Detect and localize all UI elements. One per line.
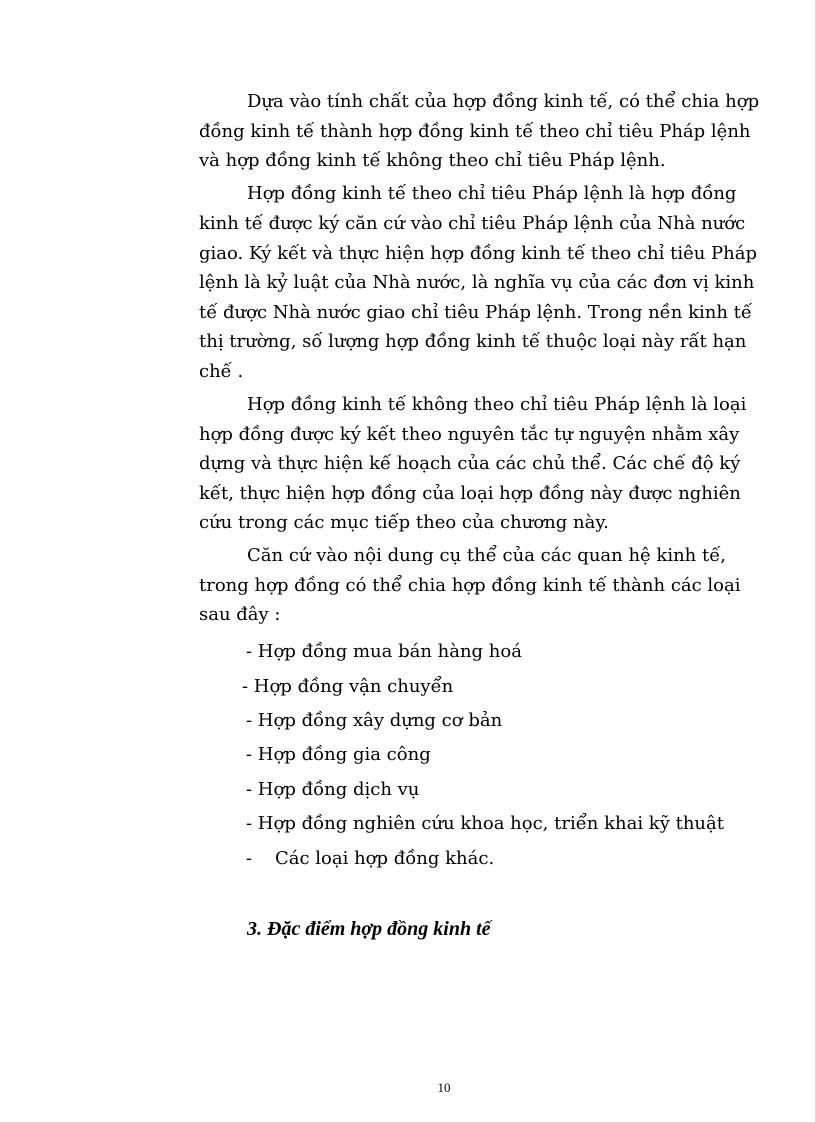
paragraph-line: đồng kinh tế thành hợp đồng kinh tế theo chỉ tiêu Pháp lệnh bbox=[199, 121, 751, 142]
paragraph-line: Căn cứ vào nội dung cụ thể của các quan hệ kinh tế, bbox=[247, 545, 727, 566]
list-item: - Hợp đồng vận chuyển bbox=[242, 676, 454, 697]
list-item: - Hợp đồng nghiên cứu khoa học, triển khai kỹ thuật bbox=[246, 813, 724, 834]
section-heading: 3. Đặc điểm hợp đồng kinh tế bbox=[247, 918, 491, 940]
paragraph-line: chế . bbox=[199, 361, 244, 382]
list-item: - Hợp đồng mua bán hàng hoá bbox=[246, 641, 522, 662]
paragraph-line: cứu trong các mục tiếp theo của chương này. bbox=[199, 512, 609, 533]
list-item: - Hợp đồng dịch vụ bbox=[246, 779, 420, 800]
page-number: 10 bbox=[437, 1080, 451, 1095]
paragraph-line: sau đây : bbox=[199, 604, 281, 625]
paragraph-line: giao. Ký kết và thực hiện hợp đồng kinh tế theo chỉ tiêu Pháp bbox=[199, 243, 758, 264]
paragraph-line: thị trường, số lượng hợp đồng kinh tế thuộc loại này rất hạn bbox=[199, 331, 747, 352]
paragraph-line: tế được Nhà nước giao chỉ tiêu Pháp lệnh. Trong nền kinh tế bbox=[199, 302, 752, 323]
paragraph-line: lệnh là kỷ luật của Nhà nước, là nghĩa vụ của các đơn vị kinh bbox=[199, 272, 755, 293]
paragraph-line: kinh tế được ký căn cứ vào chỉ tiêu Pháp lệnh của Nhà nước bbox=[199, 213, 746, 234]
list-item: - Các loại hợp đồng khác. bbox=[246, 848, 495, 869]
paragraph-line: Hợp đồng kinh tế theo chỉ tiêu Pháp lệnh là hợp đồng bbox=[247, 183, 737, 204]
paragraph-line: dựng và thực hiện kế hoạch của các chủ thể. Các chế độ ký bbox=[199, 453, 741, 474]
paragraph-line: Hợp đồng kinh tế không theo chỉ tiêu Pháp lệnh là loại bbox=[247, 394, 747, 415]
paragraph-line: Dựa vào tính chất của hợp đồng kinh tế, có thể chia hợp bbox=[247, 91, 760, 112]
paragraph-line: và hợp đồng kinh tế không theo chỉ tiêu Pháp lệnh. bbox=[199, 150, 666, 171]
list-item: - Hợp đồng xây dựng cơ bản bbox=[246, 710, 503, 731]
list-item: - Hợp đồng gia công bbox=[246, 744, 431, 765]
paragraph-line: kết, thực hiện hợp đồng của loại hợp đồng này được nghiên bbox=[199, 483, 741, 504]
paragraph-line: hợp đồng được ký kết theo nguyên tắc tự nguyện nhằm xây bbox=[199, 424, 740, 445]
paragraph-line: trong hợp đồng có thể chia hợp đồng kinh tế thành các loại bbox=[199, 575, 741, 596]
